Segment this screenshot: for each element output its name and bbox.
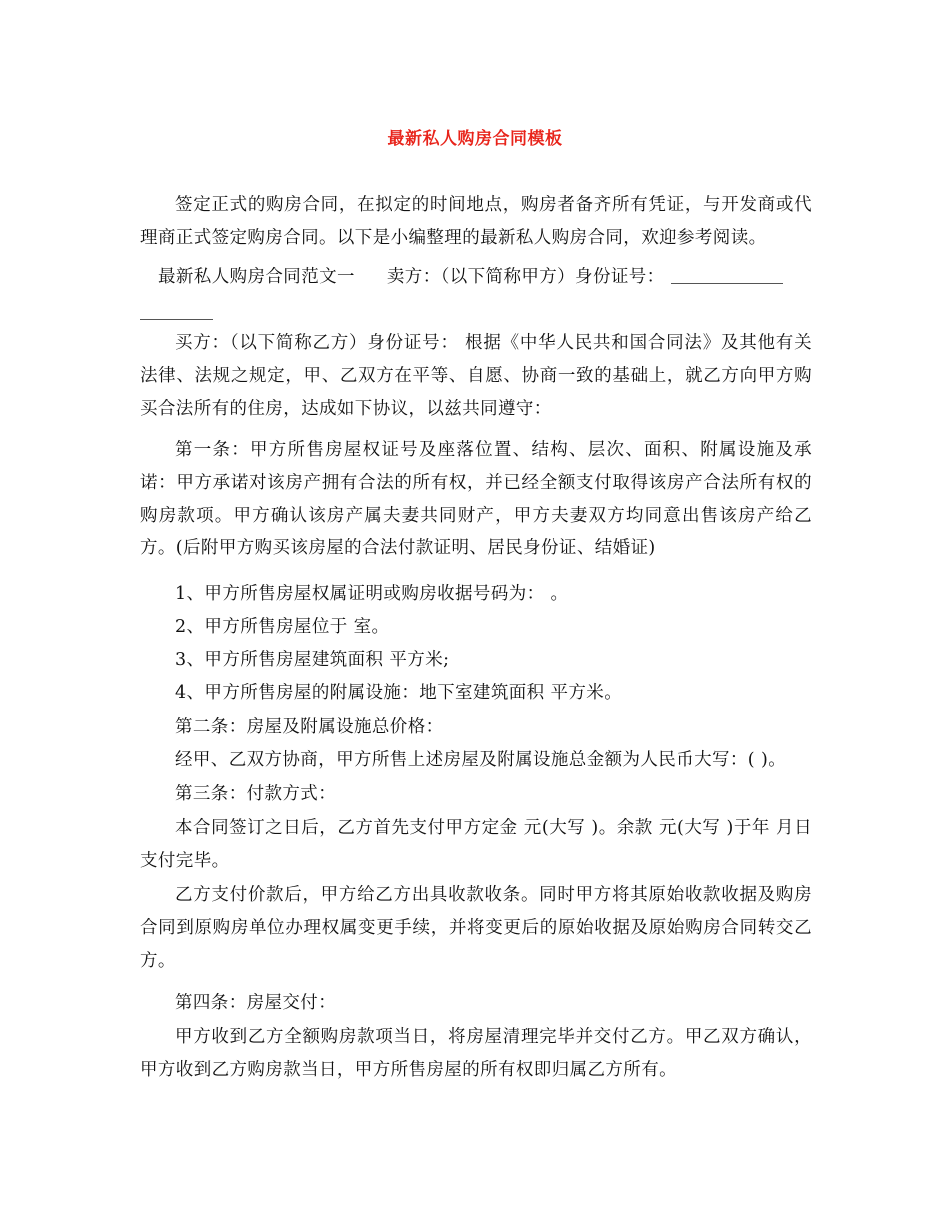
intro-paragraph: 签定正式的购房合同，在拟定的时间地点，购房者备齐所有凭证，与开发商或代理商正式签定购房合同。以下是小编整理的最新私人购房合同，欢迎参考阅读。 <box>140 195 812 248</box>
sample-heading: 最新私人购房合同范文一 <box>158 267 355 287</box>
buyer-paragraph: 买方：（以下简称乙方）身份证号： 根据《中华人民共和国合同法》及其他有关法律、法规之规定，甲、乙双方在平等、自愿、协商一致的基础上，就乙方向甲方购买合法所有的住房，达成如下协议，以兹共同遵守： <box>140 333 812 419</box>
article-2-body: 经甲、乙双方协商，甲方所售上述房屋及附属设施总金额为人民币大写：( )。 <box>175 750 787 770</box>
article-3-body: 本合同签订之日后，乙方首先支付甲方定金 元(大写 )。余款 元(大写 )于年 月日支付完毕。 <box>140 818 812 871</box>
article-1: 第一条：甲方所售房屋权证号及座落位置、结构、层次、面积、附属设施及承诺：甲方承诺对该房产拥有合法的所有权，并已经全额支付取得该房产合法所有权的购房款项。甲方确认该房产属夫妻共同财产，甲方夫妻双方均同意出售该房产给乙方。(后附甲方购买该房屋的合法付款证明、居民身份证、结婚证) <box>140 440 812 559</box>
item-3: 3、甲方所售房屋建筑面积 平方米; <box>175 650 450 670</box>
seller-label: 卖方：（以下简称甲方）身份证号： <box>386 267 665 287</box>
item-2: 2、甲方所售房屋位于 室。 <box>175 617 390 637</box>
document-title: 最新私人购房合同模板 <box>387 129 563 149</box>
id-number-blank-continued <box>140 318 213 320</box>
seller-line <box>140 261 812 294</box>
article-4-heading: 第四条：房屋交付： <box>175 993 337 1013</box>
item-1: 1、甲方所售房屋权属证明或购房收据号码为： 。 <box>175 584 569 604</box>
article-4-body: 甲方收到乙方全额购房款项当日，将房屋清理完毕并交付乙方。甲乙双方确认，甲方收到乙方购房款当日，甲方所售房屋的所有权即归属乙方所有。 <box>140 1027 812 1080</box>
id-number-blank <box>671 282 783 284</box>
item-4: 4、甲方所售房屋的附属设施：地下室建筑面积 平方米。 <box>175 683 623 703</box>
article-3-heading: 第三条：付款方式： <box>175 784 337 804</box>
article-3-body-2: 乙方支付价款后，甲方给乙方出具收款收条。同时甲方将其原始收款收据及购房合同到原购房单位办理权属变更手续，并将变更后的原始收据及原始购房合同转交乙方。 <box>140 885 812 971</box>
article-2-heading: 第二条：房屋及附属设施总价格： <box>175 717 444 737</box>
